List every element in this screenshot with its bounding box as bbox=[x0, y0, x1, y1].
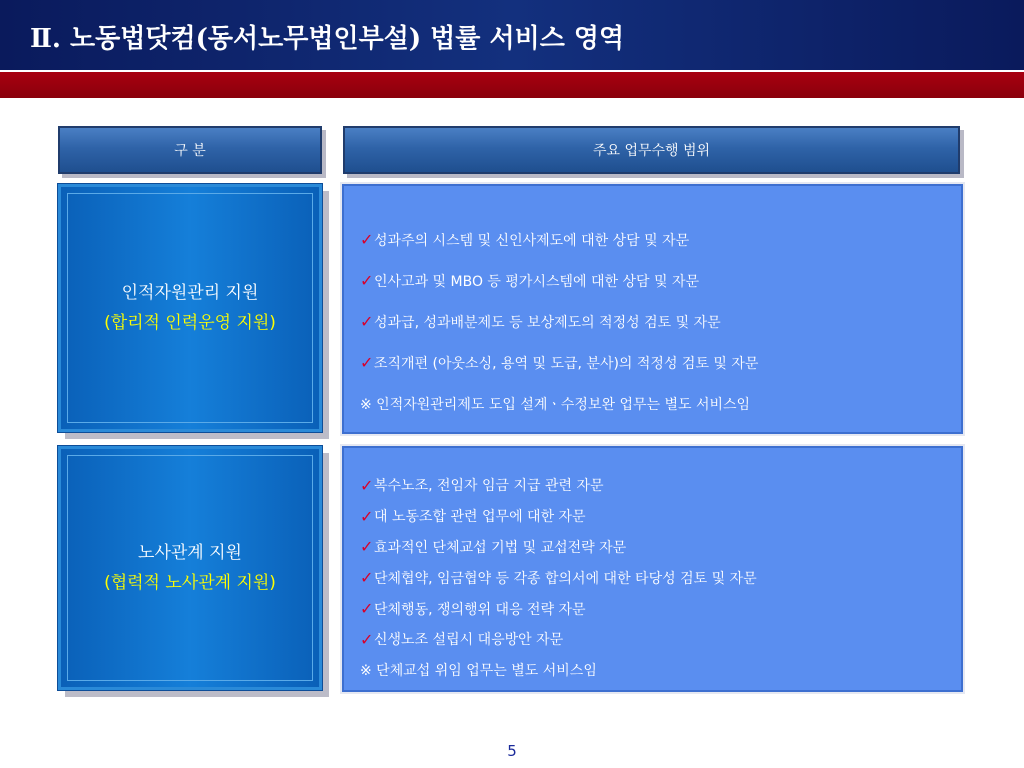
checkmark-icon: ✓ bbox=[360, 506, 374, 526]
list-item bbox=[360, 260, 961, 301]
checkmark-icon: ✓ bbox=[360, 599, 374, 619]
title-bar bbox=[0, 0, 1024, 70]
list-item bbox=[360, 501, 961, 532]
list-item bbox=[360, 301, 961, 342]
list-item-text: 복수노조, 전임자 임금 지급 관련 자문 bbox=[374, 478, 604, 495]
list-item bbox=[360, 219, 961, 260]
list-item-text: 대 노동조합 관련 업무에 대한 자문 bbox=[374, 509, 586, 526]
red-band bbox=[0, 72, 1024, 98]
scope-box-hr bbox=[342, 184, 963, 434]
category-box-hr bbox=[58, 184, 322, 432]
note-text: ※ 단체교섭 위임 업무는 별도 서비스임 bbox=[360, 663, 597, 680]
checkmark-icon: ✓ bbox=[360, 271, 374, 290]
category-box-labor-relations bbox=[58, 446, 322, 690]
scope-column-header: 주요 업무수행 범위 bbox=[343, 126, 960, 174]
category-subtitle: (협력적 노사관계 지원) bbox=[104, 573, 276, 593]
list-item-text: 단체협약, 임금협약 등 각종 합의서에 대한 타당성 검토 및 자문 bbox=[374, 570, 757, 587]
checkmark-icon: ✓ bbox=[360, 230, 374, 249]
note-item bbox=[360, 383, 961, 424]
list-item-text: 조직개편 (아웃소싱, 용역 및 도급, 분사)의 적정성 검토 및 자문 bbox=[374, 355, 759, 372]
list-item bbox=[360, 624, 961, 655]
checkmark-icon: ✓ bbox=[360, 537, 374, 557]
list-item bbox=[360, 562, 961, 593]
note-text: ※ 인적자원관리제도 도입 설계ㆍ수정보완 업무는 별도 서비스임 bbox=[360, 396, 751, 413]
list-item-text: 효과적인 단체교섭 기법 및 교섭전략 자문 bbox=[374, 539, 627, 556]
checkmark-icon: ✓ bbox=[360, 475, 374, 495]
list-item bbox=[360, 593, 961, 624]
list-item bbox=[360, 532, 961, 563]
list-item-text: 성과주의 시스템 및 신인사제도에 대한 상담 및 자문 bbox=[374, 232, 690, 249]
category-name: 인적자원관리 지원 bbox=[121, 283, 259, 303]
list-item-text: 인사고과 및 MBO 등 평가시스템에 대한 상담 및 자문 bbox=[374, 273, 700, 290]
list-item bbox=[360, 342, 961, 383]
list-item-text: 신생노조 설립시 대응방안 자문 bbox=[374, 632, 564, 649]
category-column-header: 구 분 bbox=[58, 126, 322, 174]
scope-box-labor-relations bbox=[342, 446, 963, 692]
checkmark-icon: ✓ bbox=[360, 568, 374, 588]
checkmark-icon: ✓ bbox=[360, 353, 374, 372]
page-title: Ⅱ. 노동법닷컴(동서노무법인부설) 법률 서비스 영역 bbox=[30, 24, 625, 54]
category-name: 노사관계 지원 bbox=[138, 543, 242, 563]
checkmark-icon: ✓ bbox=[360, 312, 374, 331]
list-item-text: 단체행동, 쟁의행위 대응 전략 자문 bbox=[374, 601, 586, 618]
list-item bbox=[360, 470, 961, 501]
note-item bbox=[360, 655, 961, 686]
checkmark-icon: ✓ bbox=[360, 629, 374, 649]
list-item-text: 성과급, 성과배분제도 등 보상제도의 적정성 검토 및 자문 bbox=[374, 314, 721, 331]
category-subtitle: (합리적 인력운영 지원) bbox=[104, 313, 276, 333]
page-number: 5 bbox=[507, 742, 517, 760]
